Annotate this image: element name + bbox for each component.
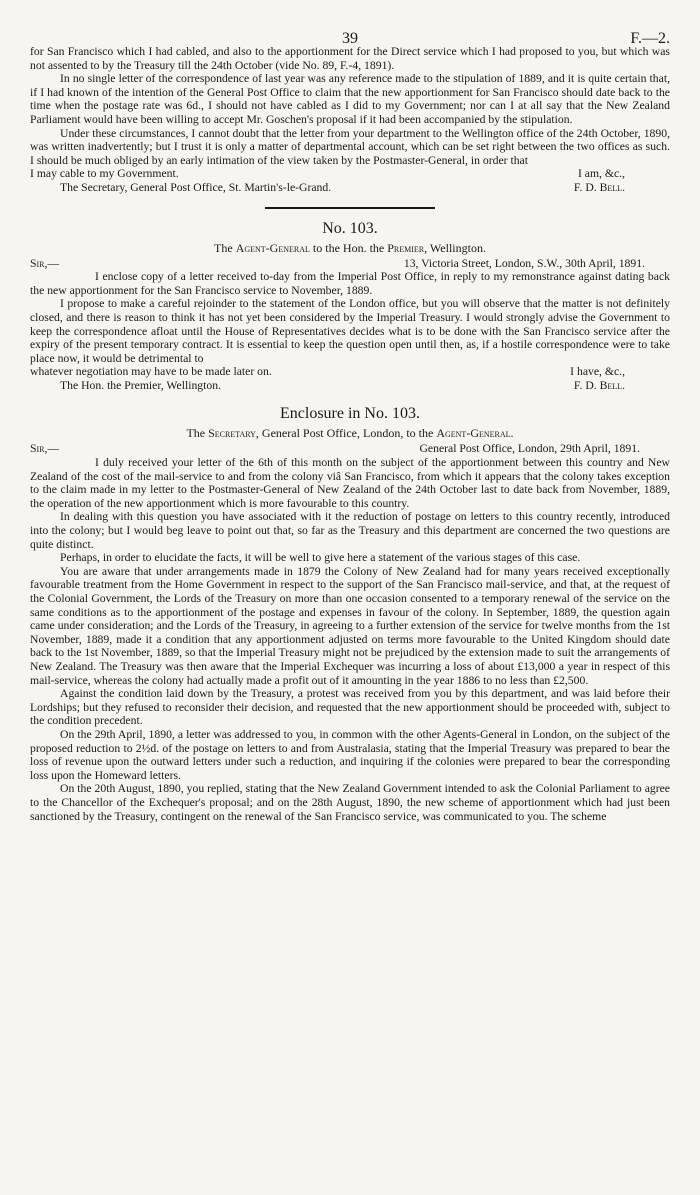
subtitle-text: , Wellington.: [424, 240, 486, 255]
paragraph: Under these circumstances, I cannot doubt that the letter from your department to the Wellington office of the 24th October, 1890, was written inadvertently; but I trust it is only a matter of departmental account, which can be set right between the two offices as such. I should be much obliged by an early intimation of the view taken by the Postmaster-General, in order that: [30, 126, 670, 167]
subtitle-text: , General Post Office, London, to the: [255, 426, 437, 441]
salutation-line: [30, 442, 670, 456]
sender-address: 13, Victoria Street, London, S.W., 30th April, 1891.: [403, 256, 645, 270]
salutation: Sir,—: [30, 442, 60, 456]
sender: Secretary: [208, 426, 256, 441]
signature-line: [30, 379, 670, 393]
recipient: Agent-General: [436, 426, 511, 441]
addressee: The Secretary, General Post Office, St. Martin's-le-Grand.: [60, 180, 332, 194]
signature: F. D. Bell.: [573, 378, 625, 392]
paragraph: On the 29th April, 1890, a letter was addressed to you, in common with the other Agents-General in London, on the subject of the proposed reduction to 2½d. of the postage on letters to and from Australasia, stating that the Imperial Treasury was prepared to bear the loss of revenue upon the outward letters under such a reduction, and inquiring if the colonies were prepared to bear the corresponding loss upon the Homeward letters.: [30, 727, 670, 782]
enclosure-title: Enclosure in No. 103.: [280, 405, 420, 423]
last-line: I may cable to my Government.: [30, 167, 179, 181]
paragraph: In dealing with this question you have associated with it the reduction of postage on letters to this country recently, introduced into the colony; but I would beg leave to point out that, so far as the Treasury and this department are concerned the two questions are quite distinct.: [30, 510, 670, 551]
subtitle-text: .: [510, 426, 514, 441]
closing: I am, &c.,: [577, 167, 625, 181]
addressee: The Hon. the Premier, Wellington.: [60, 378, 221, 392]
salutation: Sir,—: [30, 256, 60, 270]
paragraph: Against the condition laid down by the Treasury, a protest was received from you by this department, and was laid before their Lordships; but they refused to reconsider their decision, and requested that the new apportionment should be proceeded with, subject to the condition precedent.: [30, 687, 670, 728]
letter-102-tail: [30, 45, 670, 195]
paragraph: I enclose copy of a letter received to-day from the Imperial Post Office, in reply to my remonstrance against dating back the new apportionment for the San Francisco service to November, 1889.: [30, 270, 670, 297]
letter-subtitle: [30, 241, 670, 255]
last-line: whatever negotiation may have to be made later on.: [30, 365, 272, 379]
recipient: Premier: [387, 240, 425, 255]
sender: Agent-General: [235, 240, 310, 255]
closing-line: [30, 365, 670, 379]
paragraph: On the 20th August, 1890, you replied, stating that the New Zealand Government intended to ask the Colonial Parliament to agree to the Chancellor of the Exchequer's proposal; and on the 28th August, 1890, the new scheme of apportionment which had just been sanctioned by the Treasury, contingent on the renewal of the San Francisco service, was communicated to you. The scheme: [30, 782, 670, 823]
paragraph: for San Francisco which I had cabled, and also to the apportionment for the Direct service which I had proposed to you, but which was not assented to by the Treasury till the 24th October (vide No. 89, F.-4, 1891).: [30, 45, 670, 72]
signature-line: [30, 181, 670, 195]
signature: F. D. Bell.: [573, 180, 625, 194]
paragraph: I duly received your letter of the 6th of this month on the subject of the apportionment between this country and New Zealand of the cost of the mail-service to and from the colony viâ San Francisco, from which it appears that the colony takes exception to the claim made in my letter to the Postmaster-General of New Zealand of the 24th October last to date back from November, 1889, the operation of the new apportionment which is more favourable to this country.: [30, 456, 670, 510]
closing-line: [30, 167, 670, 181]
subtitle-text: to the Hon. the: [309, 240, 388, 255]
subtitle-text: The: [186, 426, 209, 441]
salutation-line: [30, 257, 670, 271]
paragraph: In no single letter of the correspondence of last year was any reference made to the stipulation of 1889, and it is quite certain that, if I had known of the intention of the General Post Office to claim that the new apportionment for San Francisco should date back to the time when the postage rate was 6d., I should not have cabled as I did to my Government; nor can I at all say that the New Zealand Parliament would have been willing to accept Mr. Goschen's proposal if it had been accompanied by the stipulation.: [30, 72, 670, 126]
letter-title: No. 103.: [322, 219, 378, 237]
page-number: 39: [342, 30, 358, 47]
subtitle-text: The: [214, 240, 236, 255]
sender-address: General Post Office, London, 29th April, 1891.: [419, 442, 640, 456]
enclosure-subtitle: [30, 426, 670, 440]
enclosure-103: [30, 404, 670, 823]
letter-103: [30, 219, 670, 393]
paragraph: Perhaps, in order to elucidate the facts, it will be well to give here a statement of the various stages of this case.: [60, 551, 581, 565]
page-reference: F.—2.: [630, 30, 670, 47]
section-divider: [265, 207, 435, 209]
closing: I have, &c.,: [570, 365, 625, 379]
paragraph: I propose to make a careful rejoinder to the statement of the London office, but you will observe that the matter is not definitely closed, and there is reason to think it has not yet been considered by the Imperial Treasury. I would strongly advise the Government to keep the correspondence afloat until the House of Representatives decides what is to be done with the San Francisco service after the expiry of the present temporary contract. It is essential to keep the question open until then, as, if a hostile correspondence were to take place now, it would be detrimental to: [30, 297, 670, 365]
page-header: [30, 0, 670, 47]
paragraph: You are aware that under arrangements made in 1879 the Colony of New Zealand had for many years received exceptionally favourable treatment from the Home Government in respect to the support of the San Francisco mail-service, and that, at the request of the Colonial Government, the Lords of the Treasury on more than one occasion consented to a temporary renewal of the service on the same conditions as to the apportionment of the postage and expenses in favour of the colony. In September, 1889, the question again came under consideration; and the Lords of the Treasury, in agreeing to a further extension of the service for twelve months from the 1st November, 1889, made it a condition that any apportionment adjusted on terms more favourable to the United Kingdom should date back to the 1st November, 1889, so that the Imperial Treasury might not be prejudiced by the extension made to suit the arrangements of New Zealand. The Treasury was then aware that the Imperial Exchequer was incurring a loss of about £13,000 a year in respect of this mail-service, whereas the colony had actually made a profit out of it amounting in the year 1886 to no less than £2,500.: [30, 564, 670, 687]
